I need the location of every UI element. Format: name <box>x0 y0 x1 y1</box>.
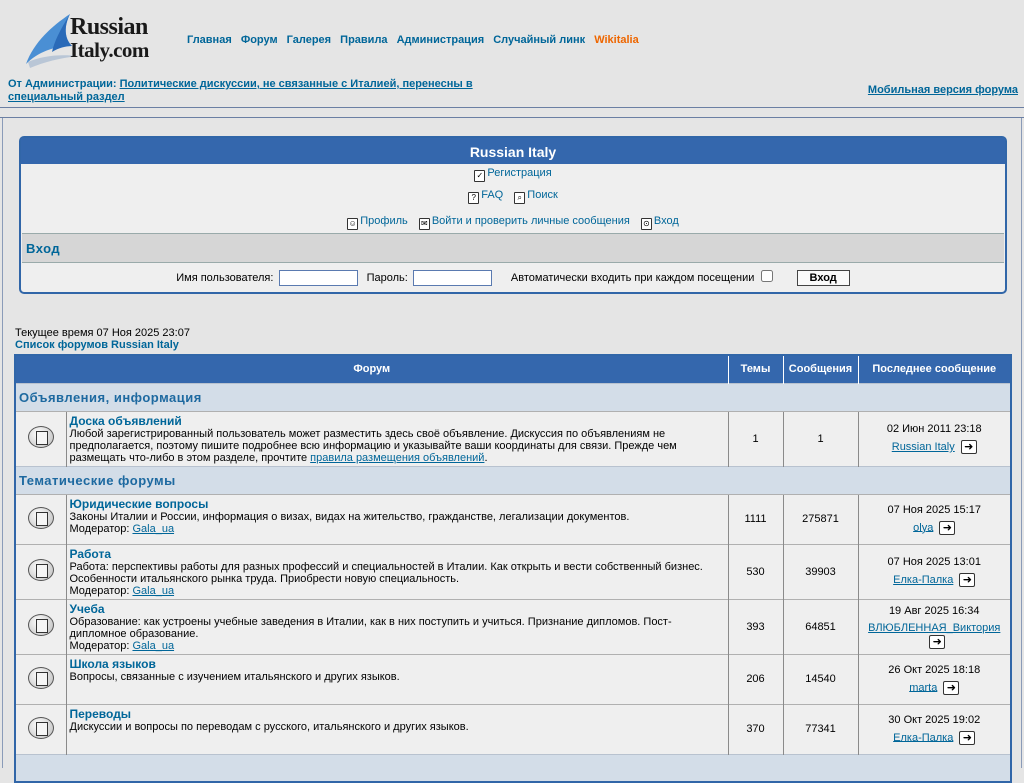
moderator-label: Модератор: <box>69 584 133 597</box>
moderator-link[interactable]: Gala_ua <box>132 584 175 597</box>
search-label: Поиск <box>527 189 558 201</box>
go-to-last-post-icon[interactable]: ➜ <box>943 681 959 695</box>
go-to-last-post-icon[interactable]: ➜ <box>959 731 975 745</box>
logo-text-line2: Italy.com <box>70 38 149 62</box>
admin-announcement-link[interactable]: Политические дискуссии, не связанные с Италией, перенесны в специальный раздел <box>8 78 473 103</box>
forum-topics-count: 370 <box>728 704 783 754</box>
last-post-author-line <box>860 440 1010 454</box>
username-input[interactable] <box>279 270 358 286</box>
nav-row-profile <box>21 215 1005 230</box>
forum-folder-icon <box>28 559 54 581</box>
forum-name-link[interactable]: Переводы <box>69 706 132 721</box>
forum-last-post-cell <box>858 544 1011 599</box>
last-post-author-line <box>860 731 1010 745</box>
profile-icon: ☺ <box>348 219 357 228</box>
site-title: Russian Italy <box>21 138 1005 164</box>
last-post-date: 07 Ноя 2025 13:01 <box>887 556 981 568</box>
nav-home[interactable]: Главная <box>187 34 232 46</box>
category-row <box>15 383 1011 411</box>
admin-announcement <box>8 78 508 104</box>
forum-status-cell <box>15 704 66 754</box>
col-header-posts: Сообщения <box>783 355 858 383</box>
forum-description: Дискуссии и вопросы по переводам с русского, итальянского и других языков. <box>69 720 469 733</box>
private-messages-link[interactable] <box>419 215 630 227</box>
col-header-topics: Темы <box>728 355 783 383</box>
forum-info-cell <box>66 411 728 466</box>
site-logo[interactable] <box>24 6 170 72</box>
page-right-border <box>1021 118 1022 768</box>
login-button[interactable]: Вход <box>797 270 850 286</box>
category-name-partial[interactable] <box>15 754 1011 782</box>
register-label: Регистрация <box>487 167 552 179</box>
top-navigation <box>187 34 645 46</box>
faq-label: FAQ <box>481 189 504 201</box>
last-post-author-link[interactable]: olya <box>913 521 934 534</box>
site-nav-box <box>19 136 1007 294</box>
forum-last-post-cell <box>858 704 1011 754</box>
nav-forum[interactable]: Форум <box>240 34 278 46</box>
nav-random-link[interactable]: Случайный линк <box>493 34 586 46</box>
password-label: Пароль: <box>366 272 408 284</box>
nav-rules[interactable]: Правила <box>340 34 388 46</box>
password-input[interactable] <box>413 270 492 286</box>
moderator-link[interactable]: Gala_ua <box>132 639 175 652</box>
help-icon: ? <box>468 192 479 204</box>
forum-status-cell <box>15 494 66 544</box>
forum-name-link[interactable]: Школа языков <box>69 656 156 671</box>
last-post-author-link[interactable]: Russian Italy <box>891 440 955 453</box>
last-post-date: 07 Ноя 2025 15:17 <box>887 503 981 516</box>
login-section-heading: Вход <box>22 233 1004 263</box>
forum-topics-count: 1111 <box>728 494 783 544</box>
forum-topics-count: 530 <box>728 544 783 599</box>
forum-info-cell <box>66 494 728 544</box>
last-post-author-link[interactable]: Елка-Палка <box>893 573 954 586</box>
admin-announcement-prefix: От Администрации: <box>8 78 117 90</box>
forum-description: Любой зарегистрированный пользователь может разместить здесь своё объявление. Дискуссия по объявлениям не предполагается, поэтому пишите подробнее всю информацию и указывайте ваши координаты для связи. Прежде чем размещать что-либо в этом разделе, прочтите <box>69 427 677 464</box>
last-post-author-link[interactable]: marta <box>909 681 938 694</box>
forum-name-link[interactable]: Учеба <box>69 601 105 616</box>
register-icon: ✓ <box>474 170 485 182</box>
go-to-last-post-icon[interactable]: ➜ <box>929 635 945 649</box>
nav-row-register <box>21 167 1005 182</box>
moderator-label: Модератор: <box>69 522 133 535</box>
forum-posts-count: 1 <box>783 411 858 466</box>
last-post-author-link[interactable]: ВЛЮБЛЕННАЯ_Виктория <box>868 621 1001 634</box>
table-header-row <box>15 355 1011 383</box>
last-post-author-line <box>860 573 1010 587</box>
forum-topics-count: 206 <box>728 654 783 704</box>
username-label: Имя пользователя: <box>176 272 274 284</box>
forum-index-link[interactable]: Список форумов Russian Italy <box>15 339 179 351</box>
go-to-last-post-icon[interactable]: ➜ <box>939 521 955 535</box>
last-post-author-line <box>860 521 1010 535</box>
login-label: Вход <box>653 215 679 227</box>
forum-status-cell <box>15 654 66 704</box>
forum-table <box>14 354 1012 783</box>
forum-folder-icon <box>28 507 54 529</box>
last-post-date: 30 Окт 2025 19:02 <box>888 713 981 726</box>
current-time: Текущее время 07 Ноя 2025 23:07 <box>15 327 190 339</box>
message-icon: ✉ <box>419 218 430 230</box>
forum-description: Вопросы, связанные с изучением итальянского и других языков. <box>69 670 400 683</box>
forum-info-cell <box>66 544 728 599</box>
last-post-author-line <box>860 622 1010 649</box>
forum-row <box>15 411 1011 466</box>
forum-posts-count: 64851 <box>783 599 858 654</box>
forum-status-cell <box>15 411 66 466</box>
page-left-border <box>2 118 3 768</box>
nav-row-faq-search <box>21 189 1005 204</box>
nav-gallery[interactable]: Галерея <box>286 34 332 46</box>
forum-row <box>15 599 1011 654</box>
last-post-author-line <box>860 681 1010 695</box>
forum-folder-icon <box>28 717 54 739</box>
last-post-date: 19 Авг 2025 16:34 <box>888 604 980 617</box>
header-divider <box>0 110 1024 118</box>
forum-description: Законы Италии и России, информация о визах, видах на жительство, гражданстве, легализации документов. <box>69 510 630 523</box>
forum-row <box>15 654 1011 704</box>
profile-label: Профиль <box>360 215 408 227</box>
go-to-last-post-icon[interactable]: ➜ <box>959 573 975 587</box>
logo-text-line1: Russian <box>70 14 148 40</box>
category-name[interactable]: Объявления, информация <box>15 383 1011 411</box>
forum-rules-link[interactable]: правила размещения объявлений <box>310 451 485 464</box>
nav-wikitalia[interactable]: Wikitalia <box>594 34 639 46</box>
forum-info-cell <box>66 654 728 704</box>
last-post-date: 26 Окт 2025 18:18 <box>888 663 981 676</box>
category-name[interactable]: Тематические форумы <box>15 466 1011 494</box>
forum-posts-count: 14540 <box>783 654 858 704</box>
forum-last-post-cell <box>858 494 1011 544</box>
search-icon: ⌕ <box>514 192 525 204</box>
forum-topics-count: 393 <box>728 599 783 654</box>
forum-name-link[interactable]: Юридические вопросы <box>69 496 209 511</box>
forum-posts-count: 39903 <box>783 544 858 599</box>
login-icon: ⊙ <box>641 218 652 230</box>
search-link[interactable] <box>514 189 557 201</box>
last-post-author-link[interactable]: Елка-Палка <box>893 731 954 744</box>
login-form <box>22 265 1004 292</box>
autologin-label: Автоматически входить при каждом посещении <box>510 272 755 284</box>
forum-name-link[interactable]: Работа <box>69 546 112 561</box>
col-header-last-post: Последнее сообщение <box>858 355 1011 383</box>
category-row <box>15 754 1011 782</box>
forum-last-post-cell <box>858 411 1011 466</box>
forum-folder-icon <box>28 667 54 689</box>
forum-status-cell <box>15 544 66 599</box>
mobile-version-link[interactable]: Мобильная версия форума <box>867 84 1018 96</box>
forum-description: Работа: перспективы работы для разных профессий и специальностей в Италии. Как открыть и вести собственный бизнес. Особенности итальянского рынка труда. Приобрести новую специальность. <box>69 560 703 585</box>
forum-info-cell <box>66 599 728 654</box>
forum-name-link[interactable]: Доска объявлений <box>69 413 182 428</box>
forum-status-cell <box>15 599 66 654</box>
private-messages-label: Войти и проверить личные сообщения <box>431 215 630 227</box>
forum-row <box>15 544 1011 599</box>
moderator-label: Модератор: <box>69 639 133 652</box>
forum-topics-count: 1 <box>728 411 783 466</box>
forum-last-post-cell <box>858 599 1011 654</box>
moderator-link[interactable]: Gala_ua <box>132 522 175 535</box>
forum-posts-count: 77341 <box>783 704 858 754</box>
forum-table-body <box>15 383 1011 782</box>
register-link[interactable] <box>474 167 551 179</box>
autologin-checkbox[interactable] <box>761 270 773 282</box>
forum-description-end: . <box>484 451 488 464</box>
nav-administration[interactable]: Администрация <box>396 34 485 46</box>
forum-posts-count: 275871 <box>783 494 858 544</box>
forum-row <box>15 704 1011 754</box>
forum-info-cell <box>66 704 728 754</box>
forum-description: Образование: как устроены учебные заведения в Италии, как в них поступить и учиться. Признание дипломов. Пост-дипломное образование. <box>69 615 672 640</box>
login-link[interactable] <box>641 215 679 227</box>
last-post-date: 02 Июн 2011 23:18 <box>886 423 982 435</box>
col-header-forum: Форум <box>15 355 728 383</box>
forum-last-post-cell <box>858 654 1011 704</box>
site-header <box>0 0 1024 108</box>
forum-folder-icon <box>28 426 54 448</box>
profile-link[interactable] <box>347 215 408 227</box>
forum-folder-icon <box>28 614 54 636</box>
faq-link[interactable] <box>468 189 503 201</box>
category-row <box>15 466 1011 494</box>
forum-row <box>15 494 1011 544</box>
go-to-last-post-icon[interactable]: ➜ <box>961 440 977 454</box>
